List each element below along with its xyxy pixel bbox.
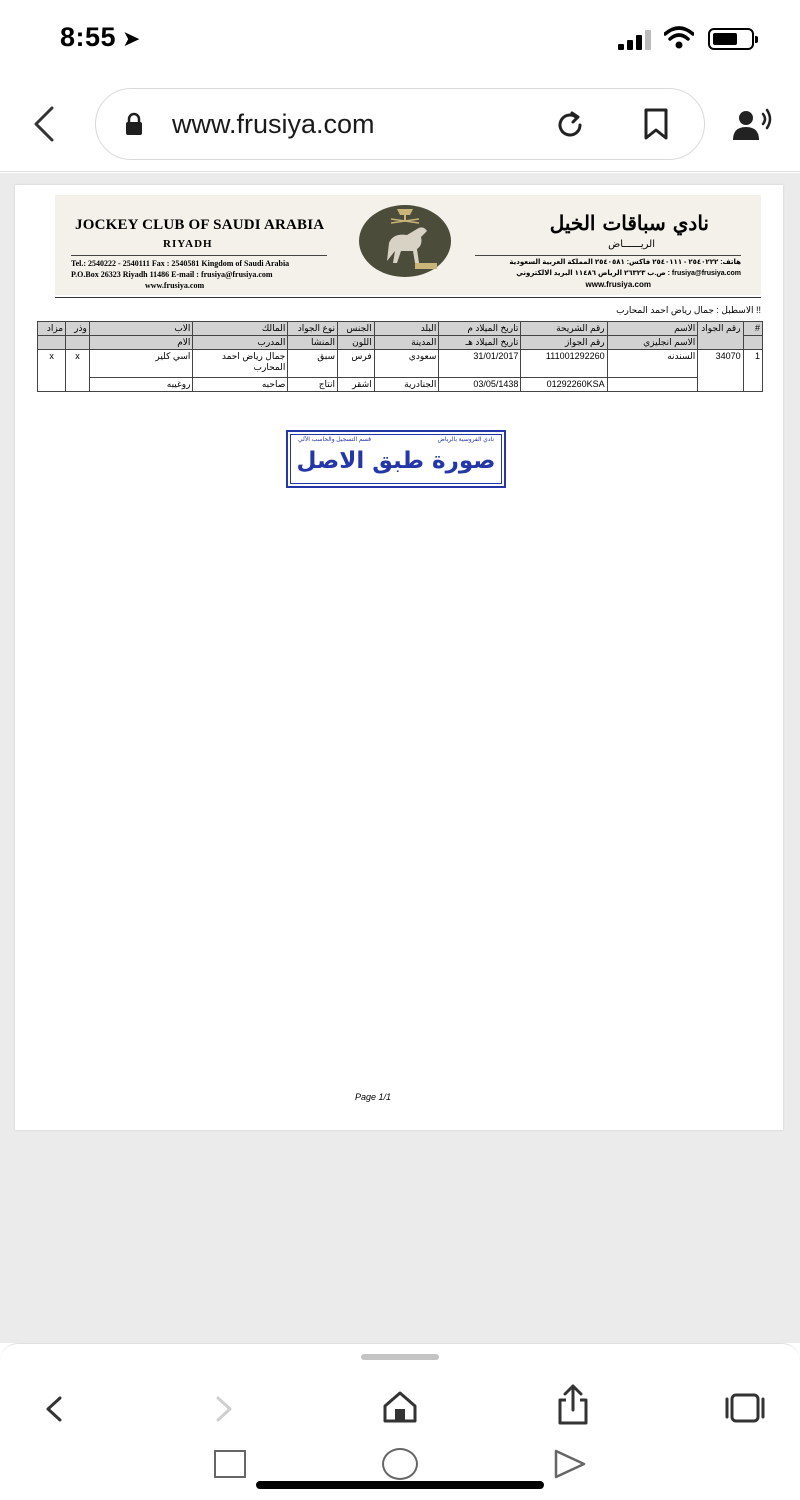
- cell-city: الجنادرية: [374, 378, 439, 392]
- back-icon[interactable]: [40, 1394, 66, 1424]
- document-viewer[interactable]: [0, 173, 800, 1343]
- lock-icon: [124, 112, 144, 136]
- cell-sire: اسي كلير: [89, 350, 193, 378]
- cell-horse-no: 34070: [698, 350, 743, 392]
- letterhead-en-city: RIYADH: [163, 238, 213, 250]
- header-cell: المدرب: [193, 336, 288, 350]
- bookmark-icon[interactable]: [642, 107, 670, 141]
- cell-name: السندنه: [607, 350, 698, 378]
- header-cell: رقم الجواز: [521, 336, 607, 350]
- cell-english-name: [607, 378, 698, 392]
- cell-passport-no: 01292260KSA: [521, 378, 607, 392]
- header-cell: رقم الشريحة: [521, 322, 607, 336]
- forward-icon[interactable]: [212, 1394, 238, 1424]
- browser-nav-bar: [0, 80, 800, 172]
- browser-toolbar: [0, 1343, 800, 1500]
- cell-trainer: صاحبه: [193, 378, 288, 392]
- letterhead-en-contact-1: Tel.: 2540222 - 2540111 Fax : 2540581 Kingdom of Saudi Arabia: [71, 259, 290, 268]
- letterhead-ar-city: الريــــــاض: [608, 239, 655, 250]
- divider: [475, 255, 741, 256]
- horse-data-table: [37, 321, 763, 392]
- back-triangle-icon[interactable]: [552, 1448, 588, 1480]
- header-cell: الاب: [89, 322, 193, 336]
- cell-type: سبق: [288, 350, 338, 378]
- table-row: [38, 350, 763, 378]
- divider: [55, 297, 761, 298]
- letterhead: [55, 195, 761, 295]
- header-cell: الجنس: [337, 322, 374, 336]
- cell-dam: روغيبه: [89, 378, 193, 392]
- location-arrow-icon: ➤: [122, 26, 141, 51]
- stamp-text: صورة طبق الاصل: [296, 448, 496, 474]
- battery-icon: [708, 28, 754, 50]
- page-number: Page 1/1: [355, 1092, 392, 1102]
- cell-origin: انتاج: [288, 378, 338, 392]
- voice-assistant-icon[interactable]: [730, 108, 774, 142]
- table-header-row: [38, 336, 763, 350]
- home-icon[interactable]: [382, 1390, 418, 1424]
- header-cell: [66, 336, 90, 350]
- header-cell: تاريخ الميلاد هـ: [439, 336, 521, 350]
- sheet-grabber[interactable]: [361, 1354, 439, 1360]
- letterhead-en-website: www.frusiya.com: [145, 281, 205, 290]
- cell-birth-date: 31/01/2017: [439, 350, 521, 378]
- jockey-club-logo: [357, 203, 453, 279]
- header-cell: [38, 336, 66, 350]
- reload-icon[interactable]: [554, 109, 586, 141]
- tabs-icon[interactable]: [724, 1392, 766, 1424]
- table-header-row: [38, 322, 763, 336]
- header-cell: رقم الجواد: [698, 322, 743, 350]
- stable-owner-line: !! الاسطبل : جمال رياض احمد المحارب: [616, 305, 761, 315]
- header-cell: البلد: [374, 322, 439, 336]
- header-cell: الاسم انجليزي: [607, 336, 698, 350]
- clock-text: 8:55: [60, 22, 117, 52]
- cell-country: سعودي: [374, 350, 439, 378]
- header-cell: نوع الجواد: [288, 322, 338, 336]
- home-indicator: [256, 1481, 544, 1489]
- header-cell: الاسم: [607, 322, 698, 336]
- status-time: [60, 22, 141, 53]
- letterhead-ar-website: www.frusiya.com: [585, 280, 651, 289]
- cell-birth-date-hijri: 03/05/1438: [439, 378, 521, 392]
- url-text[interactable]: www.frusiya.com: [172, 109, 375, 139]
- cell-index: 1: [743, 350, 762, 392]
- document-page: [15, 185, 783, 1130]
- letterhead-ar-contact-2: frusiya@frusiya.com : ص.ب ٢٦٣٢٣ الرياض ١١٤٨٦ البريد الالكتروني: [516, 270, 741, 277]
- recent-apps-icon[interactable]: [214, 1450, 246, 1478]
- letterhead-ar-title: نادي سباقات الخيل: [549, 211, 709, 235]
- cell-color: اشقر: [337, 378, 374, 392]
- cell-wathr: x: [66, 350, 90, 392]
- cell-owner: جمال رياض احمد المحارب: [193, 350, 288, 378]
- stamp-dept: قسم التسجيل والحاسب الآلي: [298, 437, 372, 443]
- letterhead-ar-contact-1: هاتف: ٢٥٤٠٢٢٢ - ٢٥٤٠١١١ فاكس: ٢٥٤٠٥٨١ المملكة العربية السعودية: [509, 259, 741, 266]
- letterhead-en-contact-2: P.O.Box 26323 Riyadh 11486 E-mail : frusiya@frusiya.com: [71, 270, 273, 279]
- cell-sex: فرس: [337, 350, 374, 378]
- header-cell: #: [743, 322, 762, 336]
- header-cell: وذر: [66, 322, 90, 336]
- table-row: [38, 378, 763, 392]
- header-cell: اللون: [337, 336, 374, 350]
- status-bar: [0, 0, 800, 80]
- header-cell: مزاد: [38, 322, 66, 336]
- address-bar[interactable]: [95, 88, 705, 160]
- letterhead-en-title: JOCKEY CLUB OF SAUDI ARABIA: [75, 217, 325, 233]
- header-cell: المنشا: [288, 336, 338, 350]
- divider: [71, 255, 327, 256]
- cellular-signal-icon: [618, 30, 652, 50]
- cell-auction: x: [38, 350, 66, 392]
- header-cell: [743, 336, 762, 350]
- header-cell: تاريخ الميلاد م: [439, 322, 521, 336]
- back-chevron-icon[interactable]: [28, 104, 62, 144]
- cell-chip-no: 111001292260: [521, 350, 607, 378]
- header-cell: الام: [89, 336, 193, 350]
- home-circle-icon[interactable]: [382, 1448, 418, 1480]
- header-cell: المالك: [193, 322, 288, 336]
- certified-copy-stamp: [286, 430, 506, 488]
- wifi-icon: [664, 26, 694, 50]
- header-cell: المدينة: [374, 336, 439, 350]
- stamp-org: نادي الفروسية بالرياض: [437, 437, 494, 443]
- share-icon[interactable]: [556, 1384, 590, 1426]
